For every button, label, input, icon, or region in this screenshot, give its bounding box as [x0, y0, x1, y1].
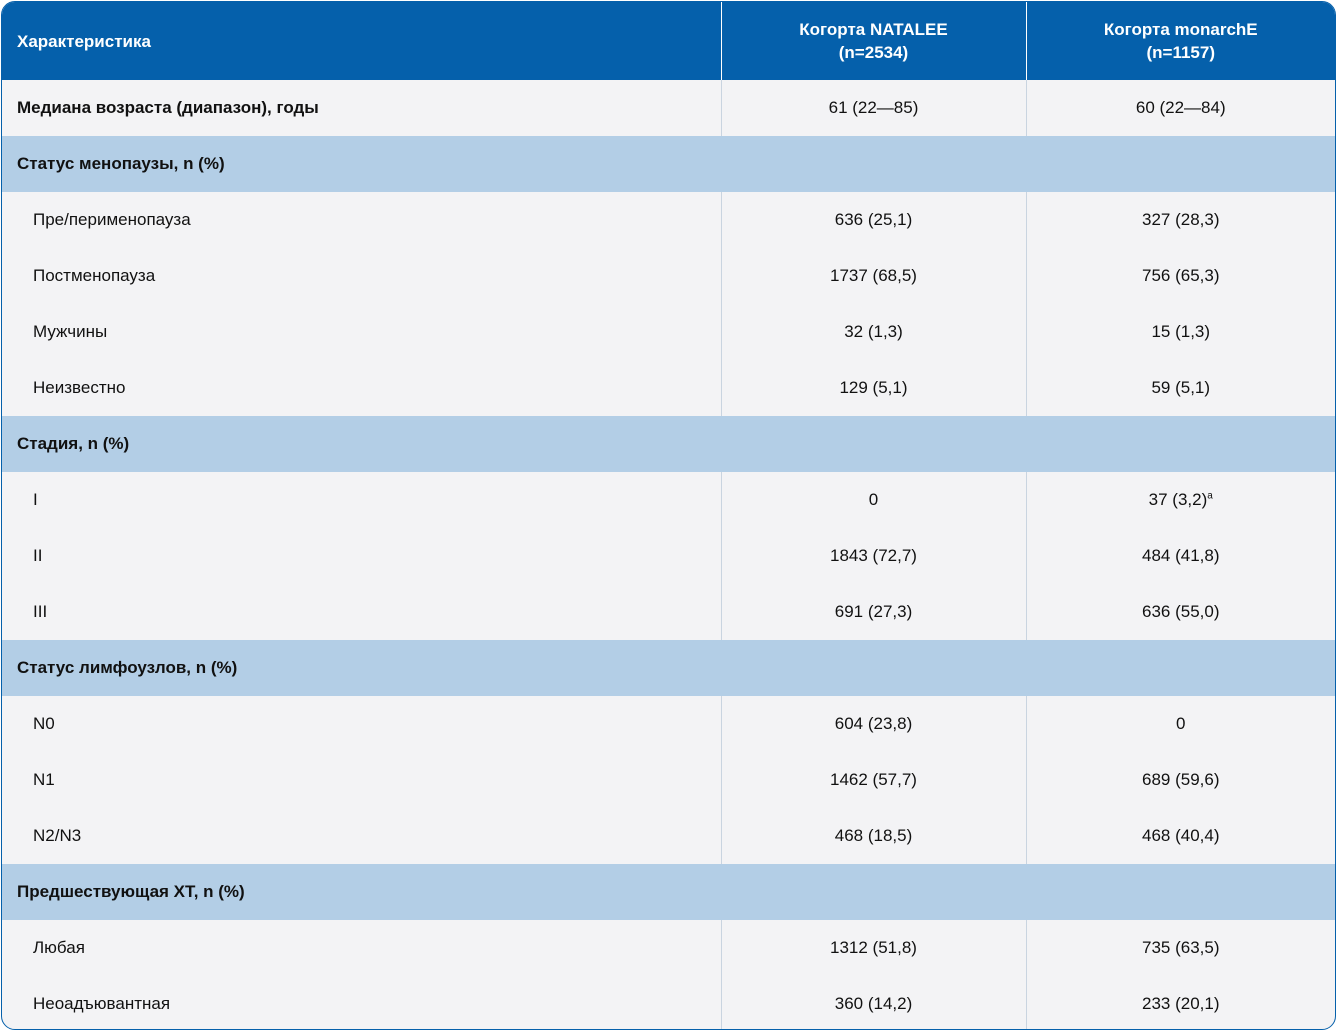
- row-label: Медиана возраста (диапазон), годы: [17, 98, 319, 117]
- monarche-value: 233 (20,1): [1026, 976, 1335, 1030]
- row-label: III: [33, 602, 48, 621]
- monarche-value: 468 (40,4): [1026, 808, 1335, 864]
- section-row-prior-chemo: [2, 864, 1335, 920]
- monarche-value: 60 (22—84): [1026, 80, 1335, 136]
- table-row: [2, 808, 1335, 864]
- row-label: N1: [33, 770, 55, 789]
- table-row: [2, 584, 1335, 640]
- monarche-value: 15 (1,3): [1026, 304, 1335, 360]
- table-body: [2, 80, 1335, 1030]
- table-row: [2, 472, 1335, 528]
- natalee-value: 1737 (68,5): [721, 248, 1026, 304]
- row-label: Постменопауза: [33, 266, 156, 285]
- table-row: [2, 192, 1335, 248]
- natalee-value: 1462 (57,7): [721, 752, 1026, 808]
- comparison-table: [2, 2, 1335, 1030]
- row-label: Пре/перименопауза: [33, 210, 191, 229]
- section-title: Стадия, n (%): [17, 434, 130, 453]
- natalee-value: 604 (23,8): [721, 696, 1026, 752]
- table-row: [2, 976, 1335, 1030]
- monarche-value: 0: [1026, 696, 1335, 752]
- table-row: [2, 752, 1335, 808]
- section-title: Статус менопаузы, n (%): [17, 154, 225, 173]
- natalee-value: 1312 (51,8): [721, 920, 1026, 976]
- row-label: Любая: [33, 938, 85, 957]
- row-label: N2/N3: [33, 826, 82, 845]
- table-row: [2, 304, 1335, 360]
- natalee-value: 61 (22—85): [721, 80, 1026, 136]
- monarche-value: 735 (63,5): [1026, 920, 1335, 976]
- section-row-lymph-nodes: [2, 640, 1335, 696]
- header-natalee: [721, 2, 1026, 80]
- header-monarche-title: Когорта monarchE: [1103, 20, 1258, 39]
- row-label: I: [33, 490, 38, 509]
- natalee-value: 468 (18,5): [721, 808, 1026, 864]
- table-row: [2, 696, 1335, 752]
- table-row: [2, 920, 1335, 976]
- row-label: II: [33, 546, 43, 565]
- section-row-menopause: [2, 136, 1335, 192]
- header-natalee-n: (n=2534): [838, 43, 909, 62]
- natalee-value: 1843 (72,7): [721, 528, 1026, 584]
- header-monarche: [1026, 2, 1335, 80]
- table-row-age: [2, 80, 1335, 136]
- header-characteristic: Характеристика: [17, 31, 151, 51]
- table-row: [2, 528, 1335, 584]
- header-row: [2, 2, 1335, 80]
- monarche-value: 484 (41,8): [1026, 528, 1335, 584]
- table-row: [2, 248, 1335, 304]
- monarche-value: [1026, 472, 1335, 528]
- characteristics-table: [1, 1, 1336, 1030]
- natalee-value: 691 (27,3): [721, 584, 1026, 640]
- row-label: Неизвестно: [33, 378, 126, 397]
- row-label: Мужчины: [33, 322, 108, 341]
- section-row-stage: [2, 416, 1335, 472]
- monarche-value: 689 (59,6): [1026, 752, 1335, 808]
- natalee-value: 129 (5,1): [721, 360, 1026, 416]
- monarche-value: 636 (55,0): [1026, 584, 1335, 640]
- monarche-value: 327 (28,3): [1026, 192, 1335, 248]
- section-title: Предшествующая ХТ, n (%): [17, 882, 245, 901]
- natalee-value: 32 (1,3): [721, 304, 1026, 360]
- natalee-value: 0: [721, 472, 1026, 528]
- header-natalee-title: Когорта NATALEE: [799, 20, 948, 39]
- row-label: N0: [33, 714, 55, 733]
- section-title: Статус лимфоузлов, n (%): [17, 658, 238, 677]
- monarche-value-text: 37 (3,2): [1148, 490, 1208, 509]
- monarche-value: 59 (5,1): [1026, 360, 1335, 416]
- natalee-value: 636 (25,1): [721, 192, 1026, 248]
- header-monarche-n: (n=1157): [1146, 43, 1215, 62]
- row-label: Неоадъювантная: [33, 994, 171, 1013]
- table-row: [2, 360, 1335, 416]
- natalee-value: 360 (14,2): [721, 976, 1026, 1030]
- monarche-value: 756 (65,3): [1026, 248, 1335, 304]
- table-header: [2, 2, 1335, 80]
- footnote-marker: a: [1207, 490, 1213, 502]
